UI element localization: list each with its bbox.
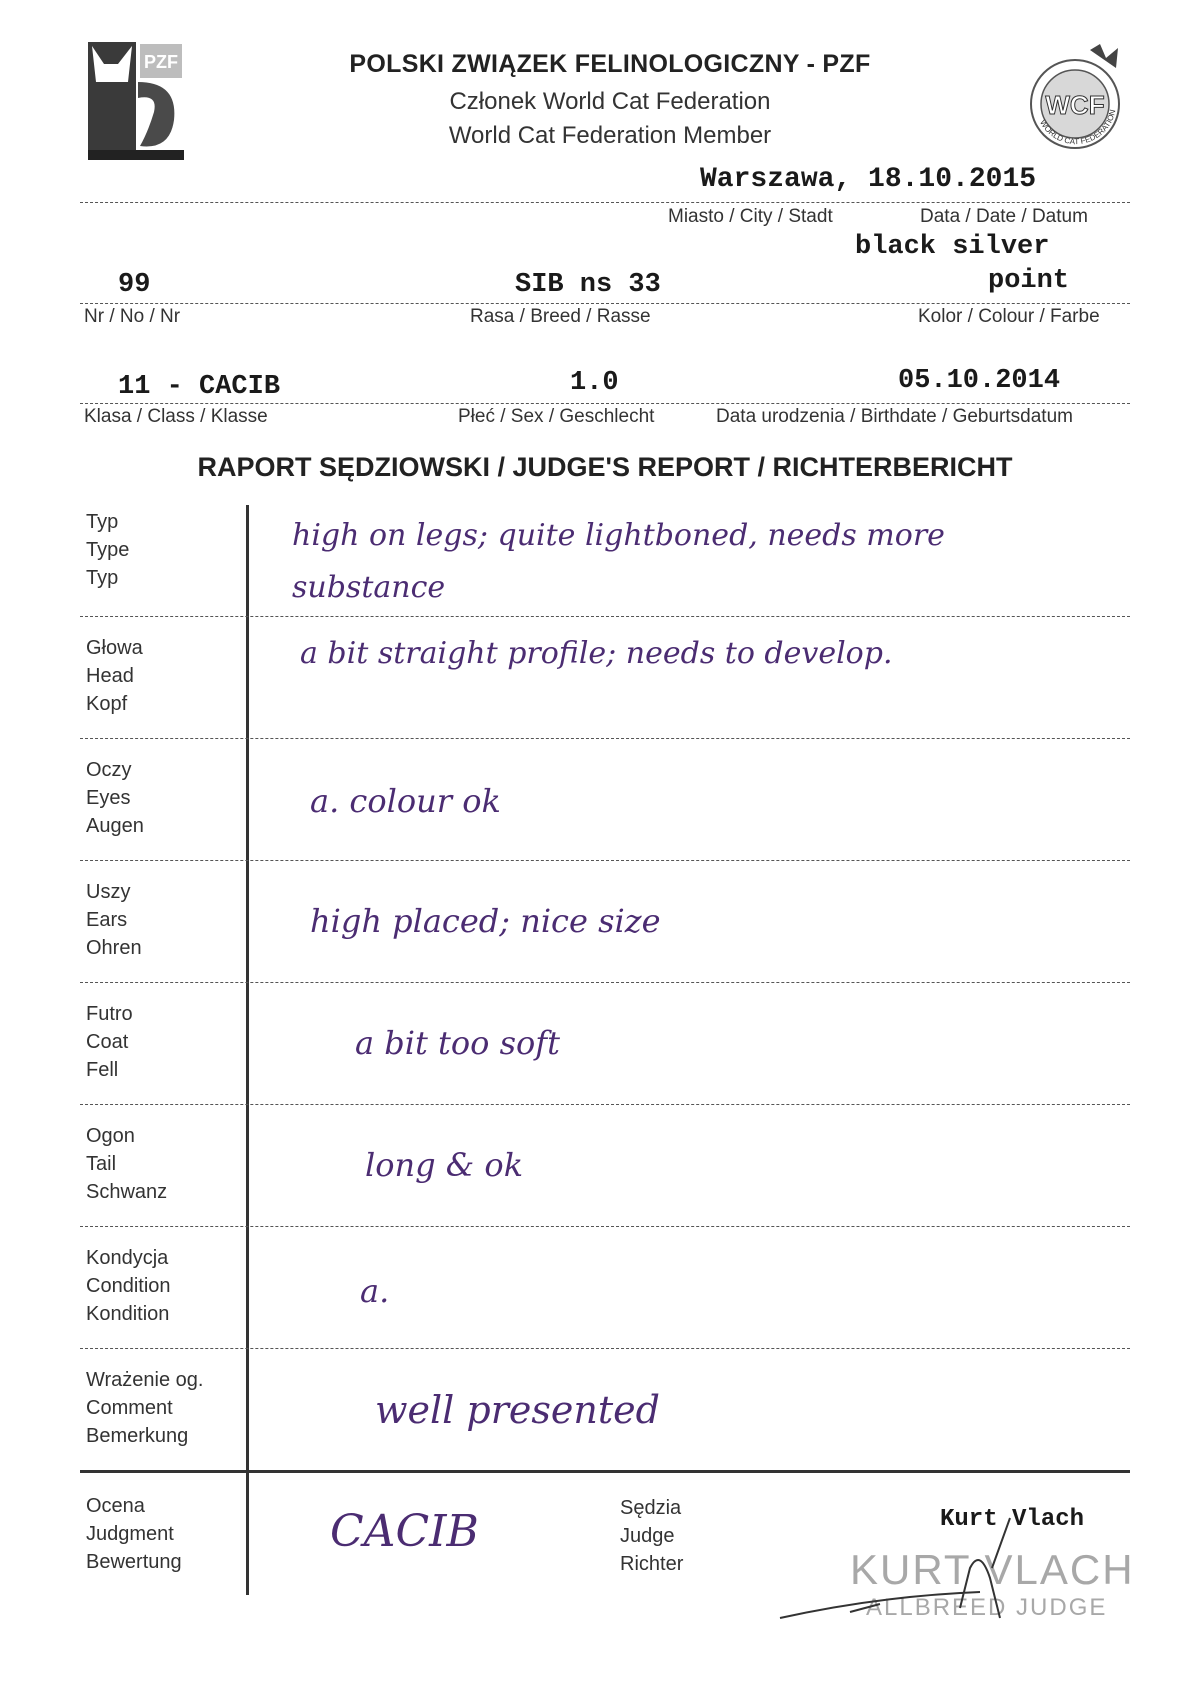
- judge-name: Kurt Vlach: [940, 1506, 1085, 1533]
- column-divider: [246, 505, 249, 1595]
- sex-value: 1.0: [570, 368, 619, 398]
- member-text-pl: Członek World Cat Federation: [449, 88, 771, 115]
- judgment-value: CACIB: [330, 1506, 479, 1557]
- head-comment: a bit straight profile; needs to develop.: [300, 636, 893, 671]
- member-text-en: World Cat Federation Member: [448, 122, 772, 149]
- colour-label: Kolor / Colour / Farbe: [918, 306, 1100, 327]
- city-date-value: Warszawa, 18.10.2015: [700, 164, 1037, 195]
- coat-comment: a bit too soft: [355, 1024, 560, 1062]
- breed-label: Rasa / Breed / Rasse: [470, 306, 651, 327]
- number-label: Nr / No / Nr: [84, 306, 181, 327]
- eyes-comment: a. colour ok: [310, 782, 501, 820]
- birthdate-label: Data urodzenia / Birthdate / Geburtsdatum: [716, 406, 1073, 427]
- colour-value-line1: black silver: [855, 232, 1050, 262]
- ears-label: Uszy Ears Ohren: [86, 881, 142, 959]
- report-title: RAPORT SĘDZIOWSKI / JUDGE'S REPORT / RICHTERBERICHT: [197, 452, 1013, 482]
- colour-value-line2: point: [988, 266, 1070, 296]
- judge-stamp-name: KURT VLACH: [850, 1546, 1135, 1593]
- footer-separator: [80, 1470, 1130, 1473]
- wcf-ring-text: WORLD CAT FEDERATION: [1038, 108, 1118, 147]
- head-label: Głowa Head Kopf: [86, 637, 143, 715]
- judge-stamp-title: ALLBREED JUDGE: [866, 1594, 1108, 1621]
- org-title: POLSKI ZWIĄZEK FELINOLOGICZNY - PZF: [349, 50, 871, 78]
- tail-label: Ogon Tail Schwanz: [86, 1125, 168, 1203]
- judge-signature: [760, 1508, 1140, 1628]
- coat-label: Futro Coat Fell: [86, 1003, 133, 1081]
- wcf-logo-text: WCF: [1045, 90, 1105, 120]
- comment-label: Wrażenie og. Comment Bemerkung: [86, 1369, 204, 1447]
- overall-comment: well presented: [375, 1388, 660, 1432]
- type-comment: high on legs; quite lightboned, needs more substance: [292, 518, 945, 605]
- birthdate-value: 05.10.2014: [898, 366, 1061, 396]
- type-label: Typ Type Typ: [86, 511, 130, 589]
- class-label: Klasa / Class / Klasse: [84, 406, 268, 427]
- date-label: Data / Date / Datum: [920, 206, 1088, 227]
- tail-comment: long & ok: [365, 1146, 524, 1184]
- wcf-logo: [1020, 42, 1130, 152]
- ears-comment: high placed; nice size: [310, 902, 661, 940]
- eyes-label: Oczy Eyes Augen: [86, 759, 144, 837]
- condition-comment: a.: [360, 1272, 390, 1310]
- number-value: 99: [118, 270, 151, 300]
- judgment-label: Ocena Judgment Bewertung: [86, 1495, 182, 1573]
- pzf-logo-text: PZF: [144, 52, 178, 72]
- city-label: Miasto / City / Stadt: [668, 206, 833, 227]
- judge-label: Sędzia Judge Richter: [620, 1497, 684, 1575]
- breed-value: SIB ns 33: [515, 270, 661, 300]
- class-value: 11 - CACIB: [118, 372, 281, 402]
- sex-label: Płeć / Sex / Geschlecht: [458, 406, 655, 427]
- condition-label: Kondycja Condition Kondition: [86, 1247, 171, 1325]
- pzf-logo: [88, 42, 184, 160]
